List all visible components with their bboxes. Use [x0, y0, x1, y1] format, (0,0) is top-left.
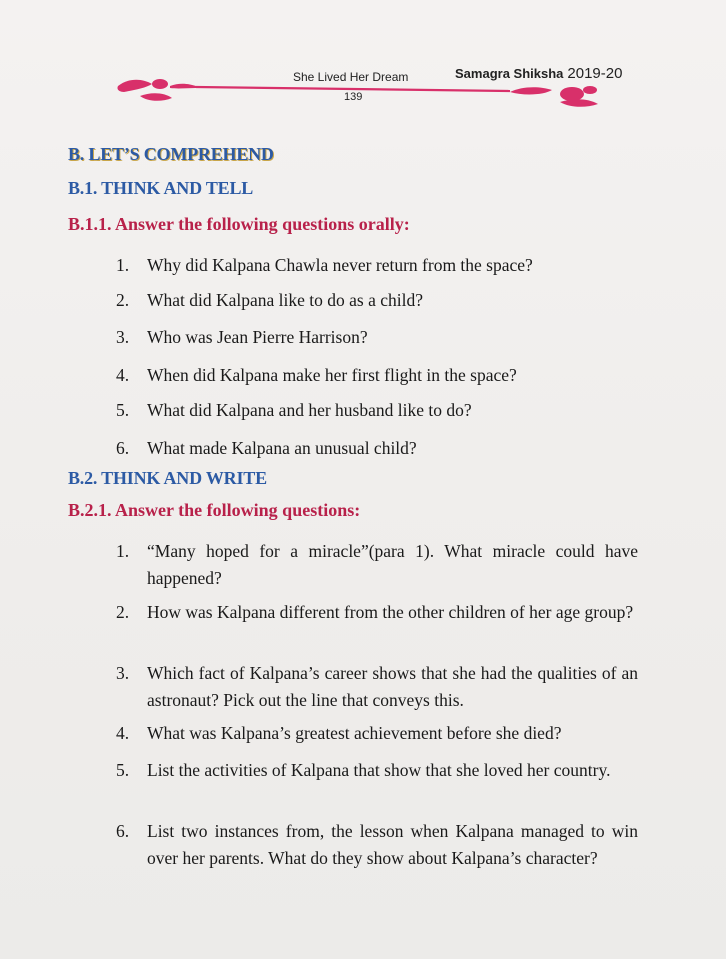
written-question-3: 3. Which fact of Kalpana’s career shows that she had the qualities of an astronaut? Pick out the line that conveys this.	[116, 663, 638, 710]
instruction-written: B.2.1. Answer the following questions:	[68, 500, 361, 520]
oral-question-1: 1. Why did Kalpana Chawla never return from the space?	[116, 255, 533, 275]
oral-question-5: 5. What did Kalpana and her husband like to do?	[116, 400, 472, 420]
written-question-4: 4. What was Kalpana’s greatest achievement before she died?	[116, 723, 562, 743]
written-question-5: 5. List the activities of Kalpana that show that she loved her country.	[116, 760, 611, 780]
publisher-name: Samagra Shiksha	[455, 66, 564, 81]
section-heading-comprehend: B. LET’S COMPREHEND	[68, 144, 274, 164]
oral-question-2: 2. What did Kalpana like to do as a child?	[116, 290, 424, 310]
written-question-6: 6. List two instances from, the lesson when Kalpana managed to win over her parents. What do they show about Kalpana’s character?	[116, 821, 638, 868]
oral-question-6: 6. What made Kalpana an unusual child?	[116, 438, 417, 458]
section-heading-think-write: B.2. THINK AND WRITE	[68, 468, 267, 488]
section-heading-think-tell: B.1. THINK AND TELL	[68, 178, 254, 198]
oral-question-4: 4. When did Kalpana make her first flight in the space?	[116, 365, 517, 385]
instruction-oral: B.1.1. Answer the following questions orally:	[68, 214, 410, 234]
header-ornament	[0, 0, 726, 120]
written-question-1: 1. “Many hoped for a miracle”(para 1). What miracle could have happened?	[116, 541, 638, 588]
publication-year: 2019-20	[567, 65, 623, 82]
oral-question-3: 3. Who was Jean Pierre Harrison?	[116, 327, 368, 347]
written-question-2: 2. How was Kalpana different from the other children of her age group?	[116, 602, 634, 622]
chapter-title: She Lived Her Dream	[293, 70, 409, 84]
page-header	[0, 0, 726, 120]
publisher-label	[455, 65, 622, 82]
page-number: 139	[344, 91, 363, 103]
